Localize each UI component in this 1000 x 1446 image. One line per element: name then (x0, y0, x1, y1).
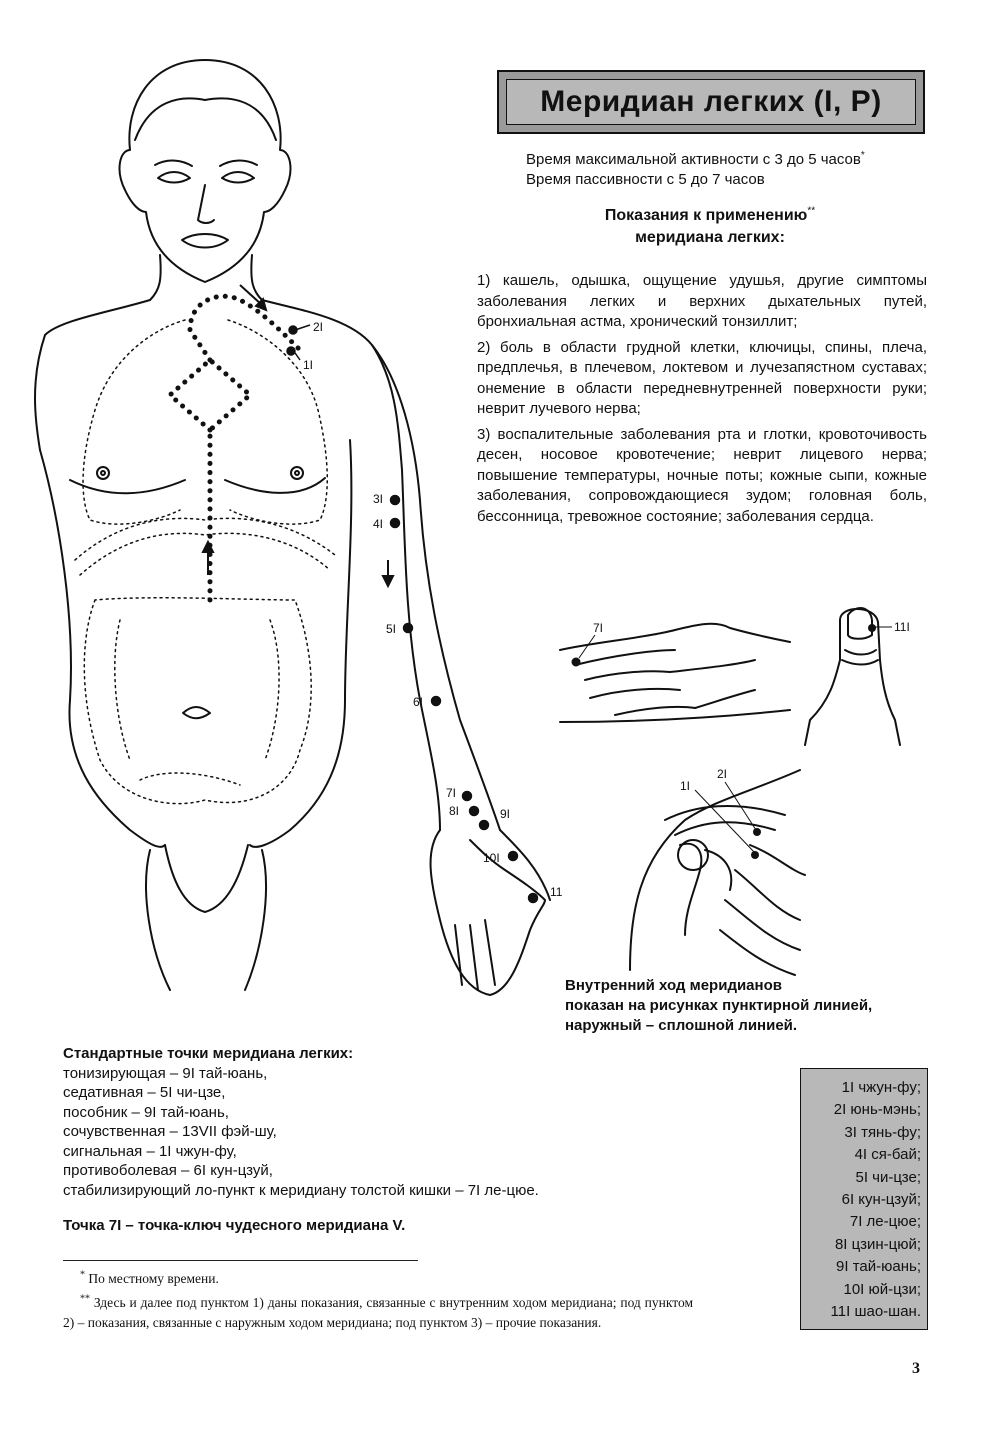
right-eye (222, 172, 254, 183)
label-8I: 8I (449, 804, 460, 818)
indications-heading-line2: меридиана легких: (635, 229, 785, 246)
point-7I (463, 792, 472, 801)
standard-points-heading: Стандартные точки меридиана легких: (63, 1045, 354, 1062)
shoulder-label-1I: 1I (680, 779, 691, 793)
hand-point-7I (572, 658, 581, 667)
footnote-2: ** Здесь и далее под пунктом 1) даны показания, связанные с внутренним ходом меридиана; под пунктом 2) – показания, связанные с наружным ходом меридиана; под пунктом 3) – прочие показания. (63, 1293, 694, 1330)
nipple-right (291, 467, 303, 479)
body-meridian-illustration (0, 0, 640, 1010)
indication-item: 1) кашель, одышка, ощущение удушья, другие симптомы заболевания легких и верхних дыхательных путей, бронхиальная астма, хронический тонзиллит; (477, 272, 927, 330)
left-eye (158, 172, 190, 183)
nipple-left (97, 467, 109, 479)
internal-path-dots (170, 296, 300, 600)
footnote-1: * По местному времени. (80, 1269, 219, 1286)
point-1I (287, 347, 295, 355)
label-1I: 1I (303, 358, 314, 372)
label-3I: 3I (373, 492, 384, 506)
shoulder-illustration (625, 760, 810, 980)
indications-heading-line1: Показания к применению (604, 207, 808, 224)
standard-point-line: стабилизирующий ло-пункт к меридиану толстой кишки – 7I ле-цюе. (63, 1181, 539, 1199)
thumb-illustration (800, 600, 910, 750)
points-list-item: 5I чи-цзе; (855, 1168, 921, 1186)
points-list-item: 1I чжун-фу; (841, 1079, 921, 1096)
hand-label-7I: 7I (593, 621, 604, 635)
point-8I (470, 807, 479, 816)
point-10I (509, 852, 518, 861)
torso-left (40, 450, 165, 847)
line-legend-note: Внутренний ход меридианов показан на рисунках пунктирной линией, наружный – сплошной линией. (565, 977, 873, 1034)
indication-item: 3) воспалительные заболевания рта и глотки, кровоточивость десен, носовое кровотечение; неврит лицевого нерва; повышение температуры, ночные поты; кожные сыпи, кожные заболевания, сопровождающиеся зудом; головная боль, бессонница, тревожное состояние; заболевания сердца. (477, 425, 927, 525)
standard-point-line: тонизирующая – 9I тай-юань, (63, 1064, 268, 1082)
points-list-box (800, 1068, 928, 1330)
pectoral-right (225, 478, 325, 493)
points-list-item: 10I юй-цзи; (843, 1280, 921, 1298)
torso-right (250, 440, 351, 847)
diaphragm-line (75, 518, 335, 560)
passive-line: Время пассивности с 5 до 7 часов (526, 171, 765, 188)
page-title: Меридиан легких (I, P) (506, 79, 916, 125)
standard-point-line: сигнальная – 1I чжун-фу, (63, 1142, 237, 1160)
point-4I (391, 519, 400, 528)
shoulder-point-2I (753, 828, 761, 836)
points-list-item: 9I тай-юань; (836, 1258, 921, 1276)
max-activity-text: Время максимальной активности с 3 до 5 часов (526, 151, 861, 168)
points-list-item: 11I шао-шан. (830, 1303, 921, 1321)
points-list-item: 8I цзин-цюй; (834, 1235, 921, 1253)
label-9I: 9I (500, 807, 511, 821)
intestine-outline (84, 598, 311, 804)
label-4I: 4I (373, 517, 384, 531)
point-3I (391, 496, 400, 505)
mouth (182, 234, 228, 248)
label-11: 11 (550, 885, 563, 899)
point-6I (432, 697, 441, 706)
groin (165, 845, 248, 912)
standard-point-line: пособник – 9I тай-юань, (63, 1103, 229, 1121)
footnote-divider (63, 1260, 418, 1261)
standard-points (63, 1044, 683, 1200)
shoulder-point-1I (751, 851, 759, 859)
head-outline (120, 60, 291, 282)
shoulder-right (262, 300, 402, 470)
neck-left (150, 255, 161, 300)
label-7I: 7I (446, 786, 457, 800)
points-list-item: 4I ся-бай; (854, 1146, 921, 1164)
label-5I: 5I (386, 622, 397, 636)
point-2I (289, 326, 297, 334)
shoulder-label-2I: 2I (717, 767, 728, 781)
label-6I: 6I (413, 695, 424, 709)
key-point-note: Точка 7I – точка-ключ чудесного меридиана V. (63, 1217, 406, 1234)
hand-illustration (555, 610, 795, 740)
hair-line (135, 98, 276, 140)
points-list-item: 6I кун-цзуй; (841, 1191, 921, 1209)
nose (198, 185, 214, 223)
points-list-item: 3I тянь-фу; (844, 1123, 921, 1141)
label-10I: 10I (483, 851, 500, 865)
pectoral-left (70, 480, 185, 493)
standard-point-line: противоболевая – 6I кун-цзуй, (63, 1162, 273, 1179)
thumb-label-11I: 11I (894, 620, 910, 634)
shoulder-left (35, 300, 150, 450)
footnote-mark-2: ** (807, 205, 816, 217)
point-9I (480, 821, 489, 830)
neck-right (251, 255, 262, 300)
point-11 (529, 894, 538, 903)
points-list-item: 7I ле-цюе; (849, 1213, 921, 1231)
thumb-point-11I (868, 624, 876, 632)
indication-item: 2) боль в области грудной клетки, ключицы, спины, плеча, предплечья, в плечевом, локтевом и лучезапястном суставах; онемение в области передневнутренней поверхности руки; неврит лучевого нерва; (477, 338, 927, 417)
navel (183, 707, 210, 718)
standard-point-line: седативная – 5I чи-цзе, (63, 1084, 226, 1101)
point-5I (404, 624, 413, 633)
standard-point-line: сочувственная – 13VII фэй-шу, (63, 1123, 277, 1140)
footnote-mark-1: * (860, 150, 865, 161)
label-2I: 2I (313, 320, 324, 334)
page-number: 3 (912, 1360, 920, 1377)
points-list-item: 2I юнь-мэнь; (833, 1101, 921, 1119)
